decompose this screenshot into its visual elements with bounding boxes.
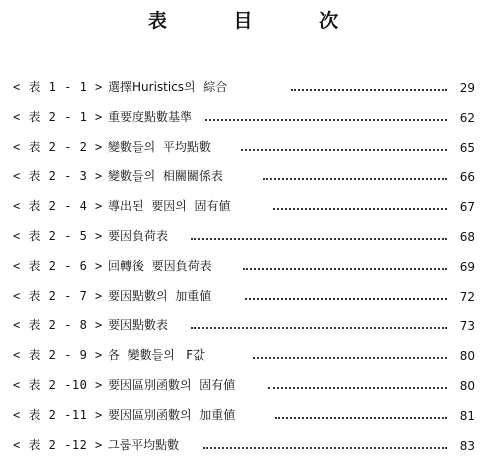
table-title: 回轉後 要因負荷表 [108,257,216,275]
page-number: 72 [459,289,475,304]
table-of-contents [13,78,479,465]
page-number: 81 [459,408,475,423]
dot-leader [241,149,447,151]
dot-leader [243,268,447,270]
dot-leader [245,298,447,300]
page-number: 66 [459,170,475,185]
table-number: < 表 2 - 6 > [13,258,103,273]
dot-leader [191,327,447,329]
table-number: < 表 2 - 7 > [13,288,103,303]
toc-entry [13,376,479,406]
dot-leader [291,89,447,91]
page-number: 62 [459,110,475,125]
table-number: < 表 2 - 5 > [13,228,103,243]
toc-entry [13,167,479,197]
table-title: 變數들의 相關關係表 [108,167,227,185]
table-number: < 表 2 - 9 > [13,348,103,363]
dot-leader [253,357,447,359]
toc-entry [13,227,479,257]
toc-entry [13,316,479,346]
page-number: 69 [459,259,475,274]
page-number: 67 [459,200,475,215]
table-title: 要因區別函數의 固有値 [108,376,239,394]
table-number: < 表 1 - 1 > [13,80,103,94]
table-number: < 表 2 - 4 > [13,199,103,214]
toc-entry [13,346,479,376]
table-number: < 表 2 -12 > [13,437,103,452]
table-title: 要因點數表 [108,316,172,334]
page-title: 表 目 次 [147,10,369,32]
table-title: 要因點數의 加重値 [108,287,215,305]
dot-leader [275,417,447,419]
dot-leader [191,238,447,240]
dot-leader [203,447,447,449]
dot-leader [263,178,447,180]
toc-entry [13,406,479,436]
page-number: 80 [459,378,475,393]
toc-entry [13,287,479,317]
page-number: 73 [459,319,475,334]
table-title: 重要度點數基準 [108,108,196,126]
page-number: 68 [459,229,475,244]
table-title: 各 變數들의 F값 [108,346,209,364]
toc-entry [13,257,479,287]
table-number: < 表 2 -10 > [13,377,103,392]
toc-entry [13,436,479,465]
page-number: 29 [459,81,475,95]
table-number: < 表 2 - 2 > [13,139,103,154]
page-number: 80 [459,349,475,364]
table-title: 그룹平均點數 [108,436,183,454]
toc-entry [13,197,479,227]
table-number: < 表 2 - 8 > [13,318,103,333]
table-title: 選擇Huristics의 綜合 [108,78,231,96]
table-title: 要因負荷表 [108,227,172,245]
table-title: 要因區別函數의 加重値 [108,406,239,424]
table-number: < 表 2 -11 > [13,407,103,422]
table-title: 導出된 要因의 固有値 [108,197,234,215]
page-number: 65 [459,140,475,155]
table-number: < 表 2 - 1 > [13,109,103,124]
page-number: 83 [459,438,475,453]
table-title: 變數들의 平均點數 [108,138,215,156]
toc-entry [13,108,479,138]
dot-leader [268,387,447,389]
toc-entry [13,78,479,108]
table-number: < 表 2 - 3 > [13,169,103,184]
dot-leader [205,119,447,121]
toc-entry [13,138,479,168]
dot-leader [273,208,447,210]
